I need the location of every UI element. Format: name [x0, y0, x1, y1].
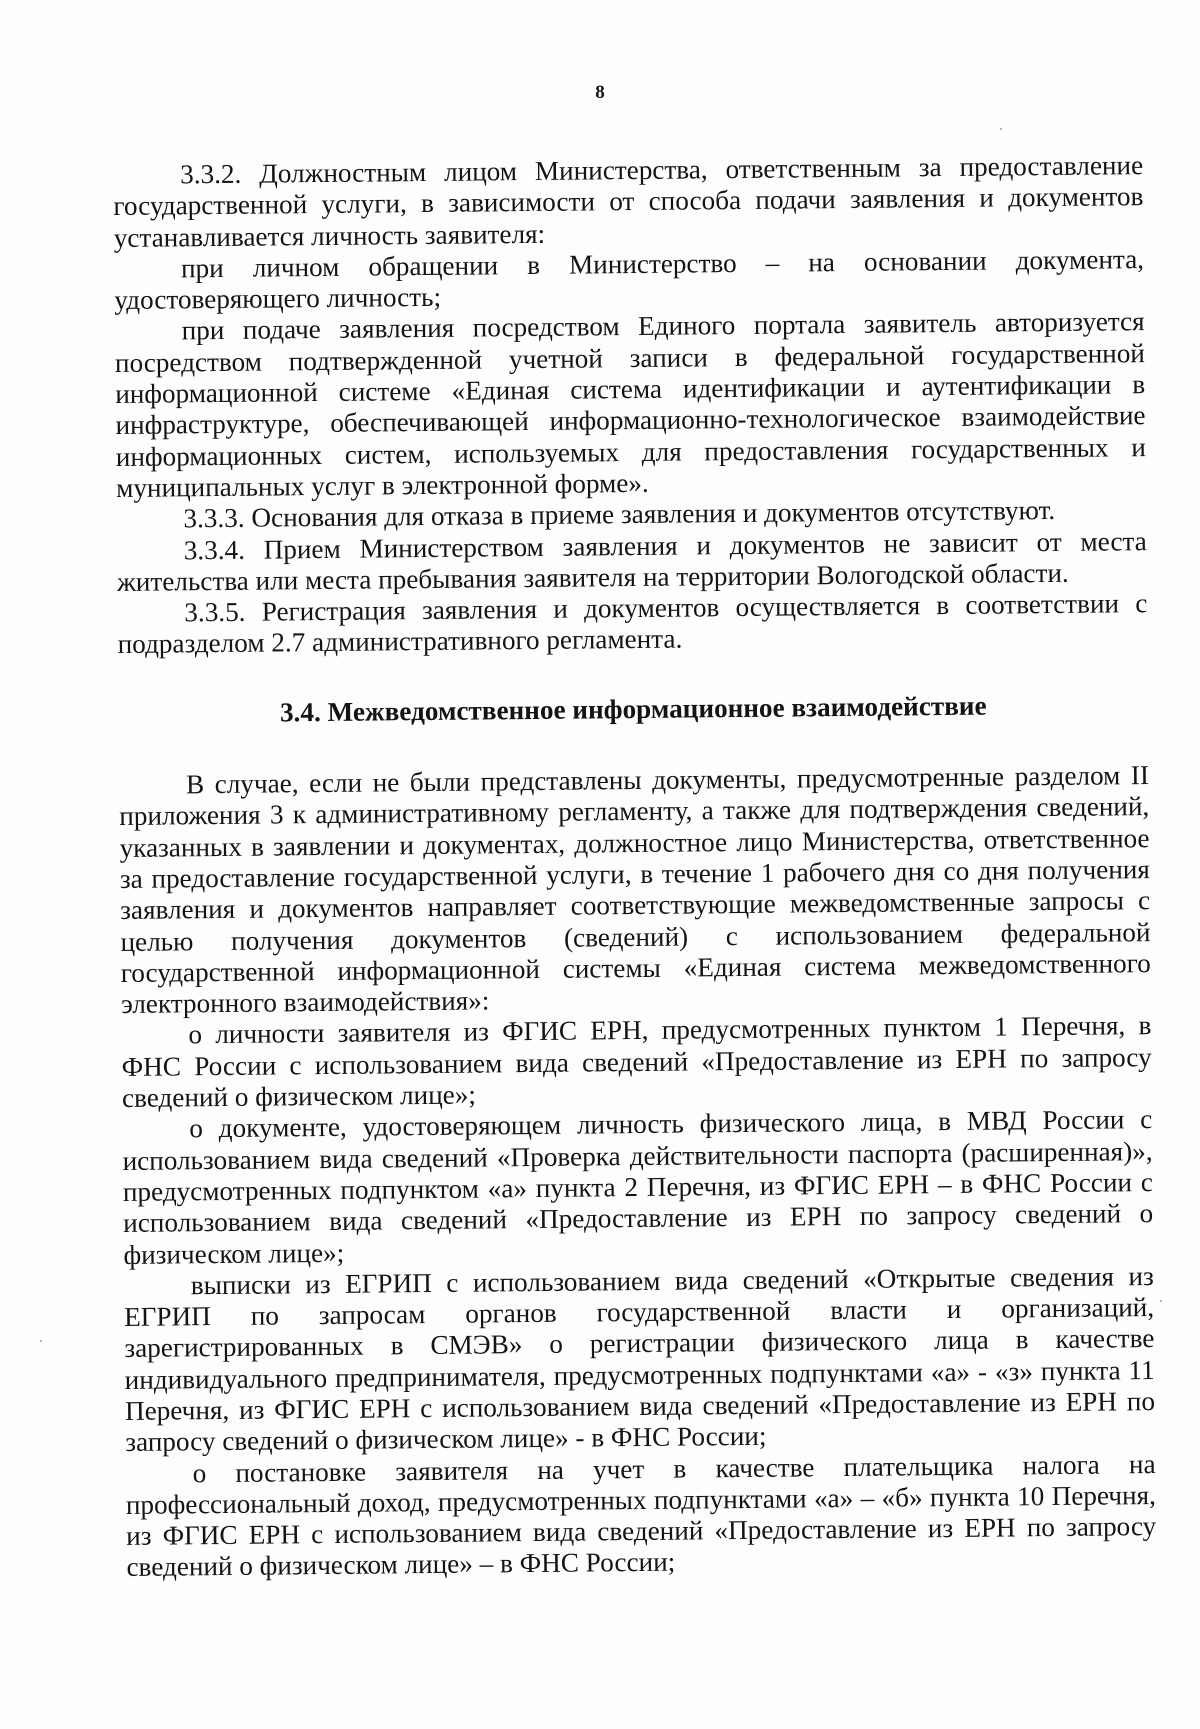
- scan-speck: [1160, 1300, 1162, 1302]
- paragraph-personal-visit: при личном обращении в Министерство – на основании документа, удостоверяющего личность;: [114, 243, 1145, 316]
- paragraph-unified-portal: при подаче заявления посредством Единого портала заявитель авторизуется посредством подтвержденной учетной записи в федеральной государственной информационной системе «Единая система идентификации и аутентификации в инфраструктуре, обеспечивающей информационно-технологическое взаимодействие информационных систем, используемых для предоставления государственных и муниципальных услуг в электронной форме».: [114, 306, 1146, 503]
- paragraph-3-3-5: 3.3.5. Регистрация заявления и документов осуществляется в соответствии с подразделом 2.7 административного регламента.: [117, 588, 1148, 660]
- paragraph-egrip-extract: выписки из ЕГРИП с использованием вида сведений «Открытые сведения из ЕГРИП по запросам органов государственной власти и организаций, зарегистрированных в СМЭВ» о регистрации физического лица в качестве индивидуального предпринимателя, предусмотренных подпунктами «а» - «з» пункта 11 Перечня, из ФГИС ЕРН с использованием вида сведений «Предоставление из ЕРН по запросу сведений о физическом лице» - в ФНС России;: [123, 1260, 1156, 1458]
- scan-speck: [40, 1340, 42, 1342]
- paragraph-3-3-3: 3.3.3. Основания для отказа в приеме заявления и документов отсутствуют.: [183, 495, 1056, 534]
- paragraph-interagency-requests: В случае, если не были представлены документы, предусмотренные разделом II приложения 3 к административному регламенту, а также для подтверждения сведений, указанных в заявлении и документах, должностное лицо Министерства, ответственное за предоставление государственной услуги, в течение 1 рабочего дня со дня получения заявления и документов направляет соответствующие межведомственные запросы с целью получения документов (сведений) с использованием федеральной государственной информационной системы «Единая система межведомственного электронного взаимодействия»:: [119, 760, 1151, 1020]
- scan-speck: [1000, 128, 1002, 130]
- paragraph-professional-income-tax: о постановке заявителя на учет в качестве плательщика налога на профессиональный доход, предусмотренных подпунктами «а» – «б» пункта 10 Перечня, из ФГИС ЕРН с использованием вида сведений «Предоставление из ЕРН по запросу сведений о физическом лице» – в ФНС России;: [125, 1448, 1157, 1583]
- section-heading-3-4: 3.4. Межведомственное информационное взаимодействие: [279, 690, 987, 728]
- paragraph-applicant-identity: о личности заявителя из ФГИС ЕРН, предусмотренных пунктом 1 Перечня, в ФНС России с использованием вида сведений «Предоставление из ЕРН по запросу сведений о физическом лице»;: [121, 1010, 1152, 1113]
- paragraph-identity-document: о документе, удостоверяющем личность физического лица, в МВД России с использованием вида сведений «Проверка действительности паспорта (расширенная)», предусмотренных подпунктом «а» пункта 2 Перечня, из ФГИС ЕРН – в ФНС России с использованием вида сведений «Предоставление из ЕРН по запросу сведений о физическом лице»;: [122, 1104, 1154, 1270]
- page-number: 8: [595, 82, 605, 103]
- document-body: [113, 150, 1157, 1584]
- paragraph-3-3-4: 3.3.4. Прием Министерством заявления и документов не зависит от места жительства или места пребывания заявителя на территории Вологодской области.: [116, 525, 1147, 597]
- paragraph-3-3-2: 3.3.2. Должностным лицом Министерства, ответственным за предоставление государственной услуги, в зависимости от способа подачи заявления и документов устанавливается личность заявителя:: [113, 150, 1144, 253]
